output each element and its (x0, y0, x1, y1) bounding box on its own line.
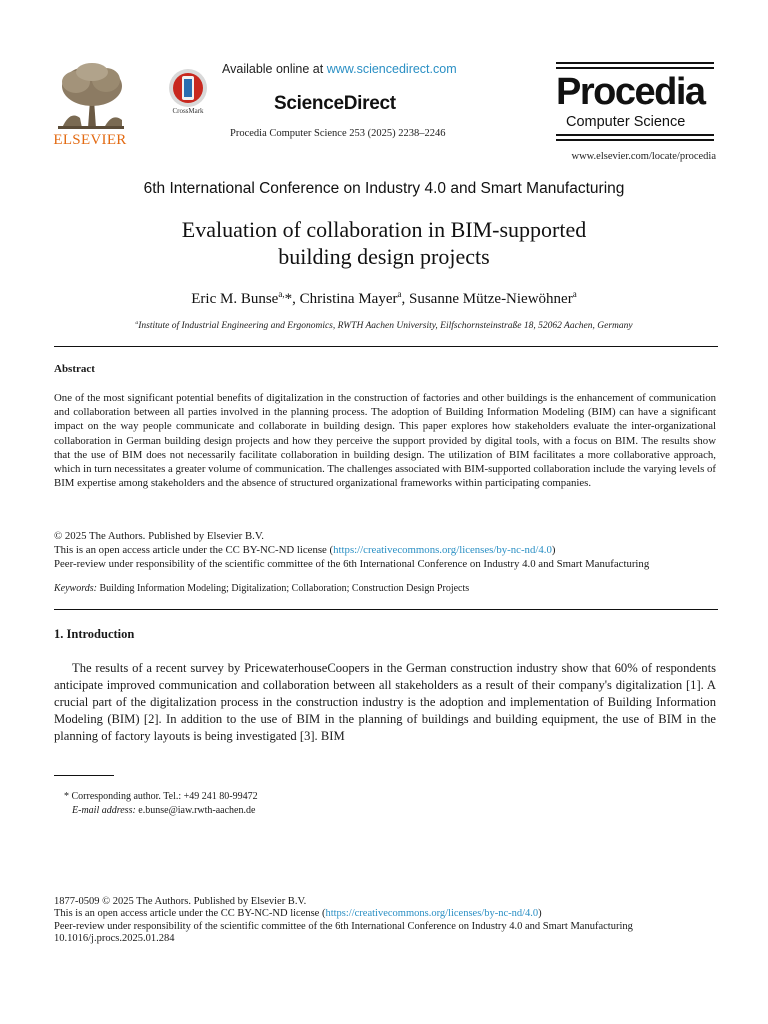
corresponding-author-line: * Corresponding author. Tel.: +49 241 80-99472 (64, 791, 258, 802)
author-name: Susanne Mütze-Niewöhner (409, 291, 573, 307)
corresponding-star: * (284, 291, 293, 307)
available-online-line (222, 62, 482, 76)
keywords-label: Keywords: (54, 583, 97, 594)
procedia-rule-bottom-2 (556, 139, 714, 141)
paper-title (100, 216, 668, 270)
issn-line: 1877-0509 © 2025 The Authors. Published by Elsevier B.V. (54, 896, 307, 907)
footnote-rule (54, 775, 114, 776)
author-separator: , (401, 291, 409, 307)
sciencedirect-wordmark: ScienceDirect (274, 93, 396, 114)
procedia-rule-bottom (556, 134, 714, 136)
author-affiliation-mark: a, (278, 289, 285, 299)
email-label: E-mail address: (72, 805, 136, 816)
conference-name: 6th International Conference on Industry 4.0 and Smart Manufacturing (143, 180, 625, 197)
elsevier-wordmark: ELSEVIER (53, 132, 127, 148)
license-line (54, 543, 734, 557)
footer-peer-review: Peer-review under responsibility of the scientific committee of the 6th International Conference on Industry 4.0 and Smart Manufacturing (54, 920, 633, 932)
doi-line[interactable]: 10.1016/j.procs.2025.01.284 (54, 933, 175, 945)
abstract-heading: Abstract (54, 363, 95, 375)
author-list (0, 289, 768, 308)
license-link[interactable]: https://creativecommons.org/licenses/by-nc-nd/4.0 (333, 544, 552, 557)
affiliation-mark: a (135, 320, 139, 326)
paper-title-line-2: building design projects (278, 244, 490, 269)
procedia-title: Procedia (556, 71, 705, 113)
available-prefix: Available online at (222, 62, 327, 76)
author-name: Eric M. Bunse (191, 291, 279, 307)
keywords-list: Building Information Modeling; Digitalization; Collaboration; Construction Design Projects (96, 583, 470, 594)
email-line (64, 804, 258, 818)
sciencedirect-link[interactable]: www.sciencedirect.com (326, 62, 457, 76)
abstract-body: One of the most significant potential benefits of digitalization in the construction of factories and other buildings is the enhancement of communication and collaboration between all parties involved in the planning process. The adoption of Building Information Modeling (BIM) can have a significant impact on the way people communicate and collaborate in building design. This paper explores how stakeholders evaluate the inter-organizational collaboration in German building design projects and how they perceive the support provided by digital tools, with a focus on BIM. The results show that the use of BIM does not necessarily facilitate collaboration in building design. The utilization of BIM facilitates a more collaborative approach, which in turn necessitates a greater volume of communication. The challenges associated with BIM-supported collaboration include the varying levels of BIM expertise among stakeholders and the absence of structured organizational frameworks within participating companies. (54, 392, 716, 490)
affiliation (0, 320, 768, 331)
footnote (64, 790, 258, 818)
journal-reference: Procedia Computer Science 253 (2025) 2238–2246 (230, 128, 446, 139)
copyright-line: © 2025 The Authors. Published by Elsevier B.V. (54, 530, 264, 542)
abstract-copyright-block (54, 529, 734, 572)
crossmark-label: CrossMark (172, 107, 204, 115)
author-separator: , (292, 291, 300, 307)
procedia-logo (556, 62, 714, 144)
email-address[interactable]: e.bunse@iaw.rwth-aachen.de (135, 805, 256, 816)
footer-license-prefix: This is an open access article under the CC BY-NC-ND license ( (54, 908, 326, 920)
peer-review-line: Peer-review under responsibility of the scientific committee of the 6th International Conference on Industry 4.0 and Smart Manufacturing (54, 558, 650, 571)
author-affiliation-mark: a (572, 289, 577, 299)
footer-license-line (54, 908, 718, 920)
procedia-subtitle: Computer Science (566, 114, 686, 130)
affiliation-text: Institute of Industrial Engineering and Ergonomics, RWTH Aachen University, Eilfschornsteinstraße 18, 52062 Aachen, Germany (138, 321, 633, 332)
footer-license-link[interactable]: https://creativecommons.org/licenses/by-nc-nd/4.0 (325, 908, 539, 920)
article-info-footer (54, 896, 718, 946)
procedia-rule-top-2 (556, 67, 714, 69)
license-suffix: ) (551, 544, 556, 557)
journal-header (0, 0, 768, 170)
author-name: Christina Mayer (299, 291, 398, 307)
procedia-rule-top (556, 62, 714, 64)
keywords-line (54, 583, 469, 594)
footer-license-suffix: ) (538, 908, 542, 920)
divider-bottom (54, 609, 718, 610)
elsevier-locate-url[interactable]: www.elsevier.com/locate/procedia (571, 151, 716, 162)
introduction-heading: 1. Introduction (54, 627, 135, 641)
paper-title-line-1: Evaluation of collaboration in BIM-supported (181, 217, 587, 242)
license-prefix: This is an open access article under the CC BY-NC-ND license ( (54, 544, 334, 557)
introduction-body: The results of a recent survey by PricewaterhouseCoopers in the German construction industry show that 60% of respondents anticipate improved communication and collaboration between all stakeholders as a result of their company's digitalization [1]. A crucial part of the digitalization process in the construction industry is the adoption and implementation of Building Information Modeling (BIM) [2]. In addition to the use of BIM in the planning of buildings and building equipment, the use of BIM in the planning of factory layouts is being investigated [3]. BIM (54, 661, 716, 743)
divider-top (54, 346, 718, 347)
author-affiliation-mark: a (397, 289, 402, 299)
